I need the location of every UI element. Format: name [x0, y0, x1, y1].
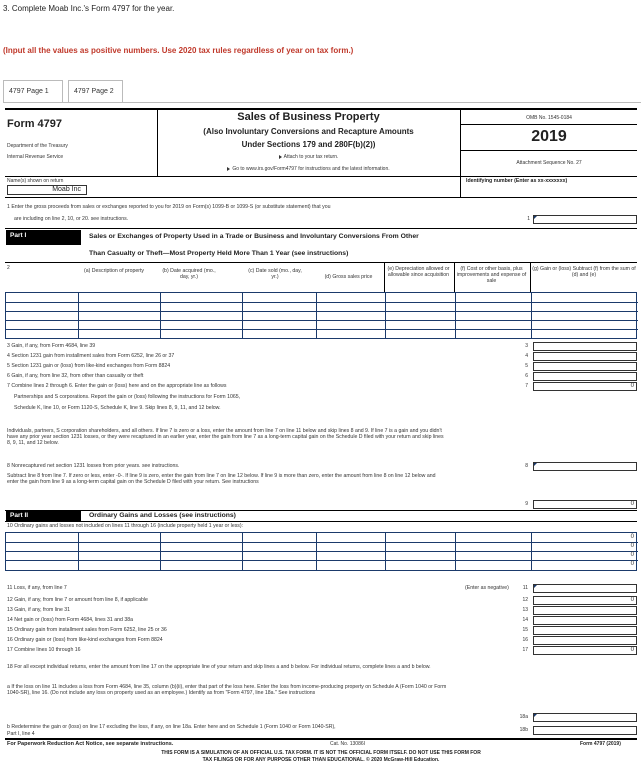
tab-page-1[interactable]: 4797 Page 1	[3, 80, 63, 103]
line-10-row-3[interactable]	[6, 551, 638, 560]
line-11-number: 11	[522, 585, 528, 591]
line-12-text: 12 Gain, if any, from line 7 or amount from line 8, if applicable	[7, 597, 148, 603]
line-15-text: 15 Ordinary gain from installment sales from Form 6252, line 25 or 36	[7, 627, 167, 633]
line-2-row-4[interactable]	[6, 320, 638, 329]
dept-irs: Internal Revenue Service	[7, 154, 64, 160]
input-marker-icon	[534, 714, 537, 717]
line-7-schedule-text: Schedule K, line 10, or Form 1120-S, Schedule K, line 9. Skip lines 8, 9, 11, and 12 below.	[14, 405, 221, 411]
line-15-number: 15	[522, 627, 528, 633]
line-5-number: 5	[525, 363, 528, 369]
form-name: Form 4797	[7, 118, 63, 130]
line-2-row-5[interactable]	[6, 329, 638, 338]
line-10-text: 10 Ordinary gains and losses not included on lines 11 through 16 (include property held 1 year or less):	[7, 523, 244, 529]
line-13-input[interactable]	[533, 606, 637, 615]
line-11-input[interactable]	[533, 584, 637, 593]
col-f-divider	[454, 262, 455, 292]
line-16-text: 16 Ordinary gain or (loss) from like-kind exchanges from Form 8824	[7, 637, 163, 643]
line-12-number: 12	[522, 597, 528, 603]
omb-number: OMB No. 1545-0184	[526, 115, 572, 121]
attach-note: Attach to your tax return.	[157, 154, 460, 160]
tax-year: 2019	[531, 128, 567, 145]
tab-page-2[interactable]: 4797 Page 2	[68, 80, 123, 103]
col-f-header: (f) Cost or other basis, plus improvements and expense of sale	[456, 266, 527, 285]
grid-col-divider	[455, 293, 456, 338]
grid-col-divider	[160, 293, 161, 338]
taxpayer-name-field[interactable]: Moab Inc	[7, 185, 87, 195]
part-1-badge: Part I	[6, 230, 81, 245]
arrow-right-icon	[279, 155, 282, 159]
grid-col-divider	[385, 533, 386, 570]
line-14-number: 14	[522, 617, 528, 623]
goto-note: Go to www.irs.gov/Form4797 for instructions and the latest information.	[157, 166, 460, 172]
grid-col-divider	[385, 293, 386, 338]
line-5-text: 5 Section 1231 gain or (loss) from like-kind exchanges from Form 8824	[7, 363, 171, 369]
line-3-number: 3	[525, 343, 528, 349]
line-18a-number: 18a	[519, 714, 528, 720]
line-7-value: 0	[533, 382, 637, 391]
input-marker-icon	[534, 216, 537, 219]
grid-col-divider	[78, 293, 79, 338]
part2-header-rule	[5, 521, 637, 522]
line-18a-text: a If the loss on line 11 includes a loss from Form 4684, line 35, column (b)(ii), enter that part of the loss here. Enter the loss from income-producing property on Schedule A (Form 1040 or Form 1040-SR), line 16. (Do not include any loss on property used as an employee.) Identify as from "Form 4797, line 18a." See instructions	[7, 684, 447, 697]
line-18b-number: 18b	[519, 727, 528, 733]
individuals-instruction: Individuals, partners, S corporation shareholders, and all others. If line 7 is zero or a loss, enter the amount from line 7 on line 11 below and skip lines 8 and 9. If line 7 is a gain and you didn't have any prior year section 1231 losses, or they were recaptured in an earlier year, enter the gain from line 7 as a long-term capital gain on the Schedule D filed with your return and skip lines 8, 9, 11, and 12 below.	[7, 428, 444, 447]
part-2-title: Ordinary Gains and Losses (see instructions)	[89, 512, 236, 519]
line-4-number: 4	[525, 353, 528, 359]
line-10-row-1[interactable]	[6, 533, 638, 542]
col-e-header: (e) Depreciation allowed or allowable since acquisition	[387, 266, 450, 279]
disclaimer-line-1: THIS FORM IS A SIMULATION OF AN OFFICIAL U.S. TAX FORM. IT IS NOT THE OFFICIAL FORM ITSELF. DO NOT USE THIS FORM FOR	[161, 750, 481, 756]
line-4-input[interactable]	[533, 352, 637, 361]
col-g-divider	[530, 262, 531, 292]
line-10-input-grid	[5, 532, 637, 571]
grid-col-divider	[531, 533, 532, 570]
col-b-header: (b) Date acquired (mo., day, yr.)	[162, 268, 216, 281]
identifying-number-label: Identifying number (Enter as xx-xxxxxxx)	[466, 178, 568, 184]
paperwork-notice: For Paperwork Reduction Act Notice, see separate instructions.	[7, 741, 174, 747]
line-9-value: 0	[533, 500, 637, 509]
grid-col-divider	[242, 293, 243, 338]
col-e-divider	[384, 262, 385, 292]
grid-col-divider	[316, 293, 317, 338]
form-title: Sales of Business Property	[237, 111, 380, 123]
input-marker-icon	[534, 463, 537, 466]
form-top-rule	[5, 108, 637, 110]
form-subtitle-2: Under Sections 179 and 280F(b)(2))	[241, 140, 376, 149]
line-13-number: 13	[522, 607, 528, 613]
part2-top-rule	[5, 510, 637, 511]
line-8-text: 8 Nonrecaptured net section 1231 losses from prior years. see instructions.	[7, 463, 180, 469]
line-14-text: 14 Net gain or (loss) from Form 4684, lines 31 and 38a	[7, 617, 134, 623]
line-1-text-a: 1 Enter the gross proceeds from sales or exchanges reported to you for 2019 on Form(s) 1099-B or 1099-S (or substitute statement) that you	[7, 204, 331, 210]
col-c-header: (c) Date sold (mo., day, yr.)	[248, 268, 302, 281]
line-18-text: 18 For all except individual returns, enter the amount from line 17 on the appropriate line of your return and skip lines a and b below. For individual returns, complete lines a and b below.	[7, 664, 431, 670]
part1-header-rule	[5, 262, 637, 263]
line-18b-text-b: Part I, line 4	[7, 731, 35, 737]
name-label: Name(s) shown on return	[7, 178, 64, 184]
part-1-title-line-1: Sales or Exchanges of Property Used in a Trade or Business and Involuntary Conversions From Other	[89, 233, 419, 240]
col-g-header: (g) Gain or (loss) Subtract (f) from the sum of (d) and (e)	[532, 266, 636, 279]
line-2-number: 2	[7, 265, 10, 271]
line-3-text: 3 Gain, if any, from Form 4684, line 39	[7, 343, 96, 349]
line-14-input[interactable]	[533, 616, 637, 625]
line-11-text: 11 Loss, if any, from line 7	[7, 585, 67, 591]
footer-rule	[5, 738, 637, 740]
form-subtitle-1: (Also Involuntary Conversions and Recapture Amounts	[203, 127, 414, 136]
line-16-number: 16	[522, 637, 528, 643]
name-bottom-rule	[5, 197, 637, 198]
col-d-header: (d) Gross sales price	[324, 274, 373, 280]
line-9-text: Subtract line 8 from line 7. If zero or less, enter -0-. If line 9 is zero, enter the gain from line 7 on line 12 below. If line 9 is more than zero, enter the amount from line 8 on line 12 below and enter the gain from line 9 as a long-term capital gain on the Schedule D filed with your return. See instructions	[7, 473, 436, 486]
instruction-note: (Input all the values as positive numbers. Use 2020 tax rules regardless of year on tax form.)	[3, 46, 354, 55]
line-6-number: 6	[525, 373, 528, 379]
line-10-row-3-gain: 0	[630, 552, 634, 558]
line-2-input-grid	[5, 292, 637, 339]
arrow-right-icon	[227, 167, 230, 171]
line-1-text-b: are including on line 2, 10, or 20. see instructions.	[14, 216, 129, 222]
line-15-input[interactable]	[533, 626, 637, 635]
dept-treasury: Department of the Treasury	[7, 143, 68, 149]
line-10-row-4-gain: 0	[630, 561, 634, 567]
line-17-text: 17 Combine lines 10 through 16	[7, 647, 81, 653]
line-17-number: 17	[522, 647, 528, 653]
grid-col-divider	[531, 293, 532, 338]
grid-col-divider	[160, 533, 161, 570]
attachment-sequence: Attachment Sequence No. 27	[516, 160, 582, 166]
line-17-value: 0	[533, 646, 637, 655]
name-id-divider	[460, 176, 461, 197]
year-rule	[461, 150, 637, 151]
line-3-input[interactable]	[533, 342, 637, 351]
question-text: 3. Complete Moab Inc.'s Form 4797 for the year.	[3, 4, 175, 13]
line-13-text: 13 Gain, if any, from line 31	[7, 607, 71, 613]
line-18a-input[interactable]	[533, 713, 637, 722]
line-11-hint: (Enter as negative)	[465, 585, 509, 591]
line-7-partnership-text: Partnerships and S corporations. Report the gain or (loss) following the instructions for Form 1065,	[14, 394, 241, 400]
catalog-number: Cat. No. 13086I	[330, 741, 366, 747]
part-2-badge: Part II	[6, 511, 81, 521]
line-1-input[interactable]	[533, 215, 637, 224]
line-7-number: 7	[525, 383, 528, 389]
line-10-row-1-gain: 0	[630, 534, 634, 540]
disclaimer-line-2: TAX FILINGS OR FOR ANY PURPOSE OTHER THAN EDUCATIONAL. © 2020 McGraw-Hill Education.	[202, 757, 440, 763]
line-10-row-4[interactable]	[6, 560, 638, 569]
tab-divider	[3, 102, 641, 103]
line-1-number: 1	[527, 216, 530, 222]
part-1-title-line-2: Than Casualty or Theft—Most Property Held More Than 1 Year (see instructions)	[89, 250, 349, 257]
line-9-number: 9	[525, 501, 528, 507]
line-2-row-3[interactable]	[6, 311, 638, 320]
line-8-number: 8	[525, 463, 528, 469]
line-18b-input[interactable]	[533, 726, 637, 735]
omb-rule	[461, 124, 637, 125]
line-6-text: 6 Gain, if any, from line 32, from other than casualty or theft	[7, 373, 144, 379]
grid-col-divider	[78, 533, 79, 570]
form-footer-ref: Form 4797 (2019)	[580, 741, 621, 747]
line-16-input[interactable]	[533, 636, 637, 645]
grid-col-divider	[455, 533, 456, 570]
line-10-row-2[interactable]	[6, 542, 638, 551]
line-5-input[interactable]	[533, 362, 637, 371]
line-10-row-2-gain: 0	[630, 543, 634, 549]
grid-col-divider	[316, 533, 317, 570]
line-7-text: 7 Combine lines 2 through 6. Enter the gain or (loss) here and on the appropriate line as follows	[7, 383, 227, 389]
input-marker-icon	[534, 585, 537, 588]
line-8-input[interactable]	[533, 462, 637, 471]
line-2-row-1[interactable]	[6, 293, 638, 302]
line-18b-text-a: b Redetermine the gain or (loss) on line 17 excluding the loss, if any, on line 18a. Enter here and on Schedule 1 (Form 1040 or Form 1040-SR),	[7, 724, 336, 730]
line-6-input[interactable]	[533, 372, 637, 381]
col-a-header: (a) Description of property	[84, 268, 144, 274]
part1-top-rule	[5, 228, 637, 229]
line-12-value: 0	[533, 596, 637, 605]
grid-col-divider	[242, 533, 243, 570]
line-2-row-2[interactable]	[6, 302, 638, 311]
name-top-rule	[5, 176, 637, 177]
line-4-text: 4 Section 1231 gain from installment sales from Form 6252, line 26 or 37	[7, 353, 175, 359]
